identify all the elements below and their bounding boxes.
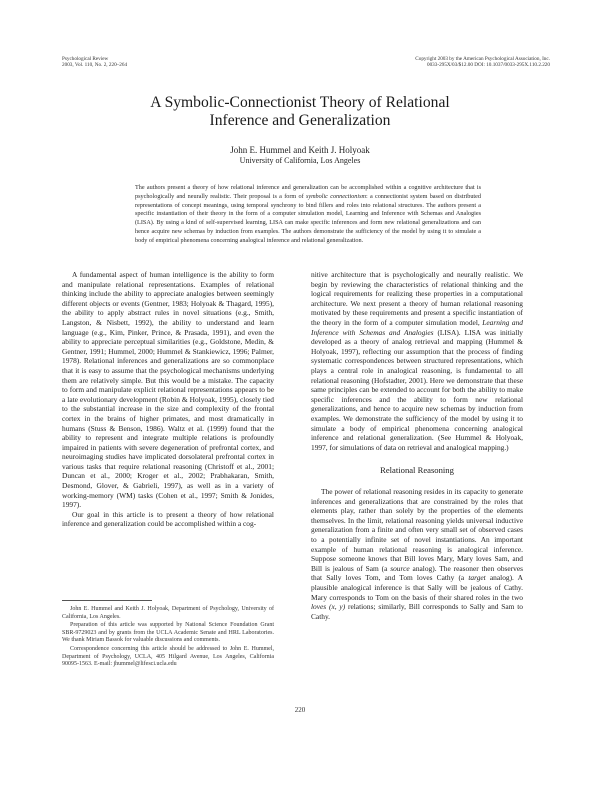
section-text-3: analog). A plausible analogical inference is that Sally will be jealous of Cathy. Mary corresponds to Tom on the basis of their shared roles in the two bbox=[311, 573, 523, 602]
title-line-1: A Symbolic-Connectionist Theory of Relational bbox=[150, 94, 450, 111]
section-paragraph-1 bbox=[311, 487, 523, 621]
abstract-text-1: The authors present a theory of how relational inference and generalization can be accomplished within a cognitive architecture that is psychologically and neurally realistic. Their proposal is a form of bbox=[135, 184, 481, 200]
italic-loves-relation: loves (x, y) bbox=[311, 602, 346, 612]
copyright-notice: Copyright 2003 by the American Psychological Association, Inc. bbox=[415, 56, 550, 62]
footnote-divider bbox=[62, 600, 152, 601]
section-text-2: analog). The reasoner then observes that Sally loves Tom, and Tom loves Cathy (a bbox=[311, 563, 524, 583]
journal-volume: 2003, Vol. 110, No. 2, 220–264 bbox=[62, 62, 128, 69]
section-text-1: The power of relational reasoning resides in its capacity to generate inferences and generalizations that are constrained by the roles that elements play, rather than solely by the properties of the elements themselves. In the limit, relational reasoning yields universal inductive generalization from a finite and often very small set of observed cases to a potentially infinite set of novel instantiations. An important example of human relational reasoning is analogical inference. Suppose someone knows that Bill loves Mary, Mary loves Sam, and Bill is jealous of Sam (a bbox=[311, 487, 523, 573]
journal-name: Psychological Review bbox=[62, 56, 109, 62]
paper-title bbox=[60, 94, 540, 130]
author-names: John E. Hummel and Keith J. Holyoak bbox=[230, 145, 370, 155]
body-paragraph-1: A fundamental aspect of human intelligence is the ability to form and manipulate relational representations. Examples of relational thinking include the ability to appreciate analogies between seemingly different objects or events (Gentner, 1983; Holyoak & Thagard, 1995), the ability to apply abstract rules in novel situations (e.g., Smith, Langston, & Nisbett, 1992), the ability to understand and learn language (e.g., Kim, Pinker, Prince, & Prasada, 1991), and even the ability to appreciate perceptual similarities (e.g., Goldstone, Medin, & Gentner, 1991; Hummel, 2000; Hummel & Stankiewicz, 1996; Palmer, 1978). Relational inferences and generalizations are so commonplace that it is easy to assume that the psychological mechanisms underlying them are relatively simple. But this would be a mistake. The capacity to form and manipulate explicit relational representations appears to be a late evolutionary development (Robin & Holyoak, 1995), closely tied to the substantial increase in the size and complexity of the frontal cortex in the brains of higher primates, and most dramatically in humans (Stuss & Benson, 1986). Waltz et al. (1999) found that the ability to represent and integrate multiple relations is profoundly impaired in patients with severe degeneration of prefrontal cortex, and neuroimaging studies have implicated dorsolateral prefrontal cortex in various tasks that require relational reasoning (Christoff et al., 2001; Duncan et al., 2000; Kroger et al., 2002; Prabhakaran, Smith, Desmond, Glover, & Gabrieli, 1997), as well as in a variety of working-memory (WM) tasks (Cohen et al., 1997; Smith & Jonides, 1997). bbox=[62, 270, 274, 510]
body-paragraph-continued bbox=[311, 270, 523, 452]
section-heading: Relational Reasoning bbox=[380, 465, 454, 475]
author-footnotes bbox=[62, 606, 274, 670]
journal-header bbox=[62, 56, 127, 68]
abstract-text-2: : a connectionist system based on distributed representations of concept meanings, using temporal synchrony to bind fillers and roles into relational structures. The authors present a specific instantiation of their theory in the form of a computer simulation model, Learning and Inference with Schemas and Analogies (LISA). By using a kind of self-supervised learning, LISA can make specific inferences and form new relational generalizations and can hence acquire new schemas by induction from examples. The authors demonstrate the sufficiency of the model by using it to simulate a body of empirical phenomena concerning analogical inference and relational generalization. bbox=[135, 192, 481, 244]
left-column bbox=[62, 270, 274, 596]
model-name-italic: Learning and Inference with Schemas and Analogies bbox=[311, 317, 523, 337]
right-column bbox=[311, 270, 523, 452]
footnote-correspondence: Correspondence concerning this article should be addressed to John E. Hummel, Department of Psychology, UCLA, 405 Hilgard Avenue, Los Angeles, California 90095-1563. E-mail: jhummel@lifesci.ucla.edu bbox=[62, 645, 274, 668]
copyright-header bbox=[415, 56, 550, 68]
italic-target: target bbox=[468, 573, 486, 583]
italic-source: source bbox=[390, 563, 410, 573]
section-body bbox=[311, 487, 523, 621]
doi-line: 0033-295X/03/$12.00 DOI: 10.1037/0033-295X.110.2.220 bbox=[426, 62, 550, 69]
footnote-affiliation: John E. Hummel and Keith J. Holyoak, Department of Psychology, University of California, Los Angeles. bbox=[62, 606, 274, 620]
abstract bbox=[135, 184, 481, 246]
author-affiliation: University of California, Los Angeles bbox=[239, 156, 361, 165]
page-number: 220 bbox=[294, 706, 306, 714]
footnote-funding: Preparation of this article was supported by National Science Foundation Grant SBR-9729023 and by grants from the UCLA Academic Senate and HRL Laboratories. We thank Miriam Bassok for valuable discussions and comments. bbox=[62, 622, 274, 644]
section-text-4: relations; similarly, Bill corresponds to Sally and Sam to Cathy. bbox=[311, 602, 524, 621]
body-paragraph-2: Our goal in this article is to present a theory of how relational inference and generalization could be accomplished within a cog- bbox=[62, 509, 274, 529]
continued-text-1: nitive architecture that is psychologically and neurally realistic. We begin by reviewing the characteristics of relational thinking and the logical requirements for realizing these properties in a computational architecture. We next present a theory of human relational reasoning motivated by these requirements and present a specific instantiation of the theory in the form of a computer simulation model, bbox=[311, 270, 523, 327]
title-line-2: Inference and Generalization bbox=[209, 112, 391, 129]
continued-text-2: (LISA). LISA was initially developed as a theory of analog retrieval and mapping (Hummel & Holyoak, 1997), reflecting our assumption that the process of finding systematic correspondences between structured representations, which plays a central role in analogical reasoning, is fundamental to all relational reasoning (Hofstadter, 2001). Here we demonstrate that these same principles can be extended to account for both the ability to make specific inferences and the ability to form new relational generalizations, and hence to acquire new schemas by induction from examples. We demonstrate the sufficiency of the model by using it to simulate a body of empirical phenomena concerning analogical inference and relational generalization. (See Hummel & Holyoak, 1997, for simulations of data on retrieval and analogical mapping.) bbox=[311, 327, 523, 452]
abstract-italic-term: symbolic connectionism bbox=[305, 192, 366, 200]
